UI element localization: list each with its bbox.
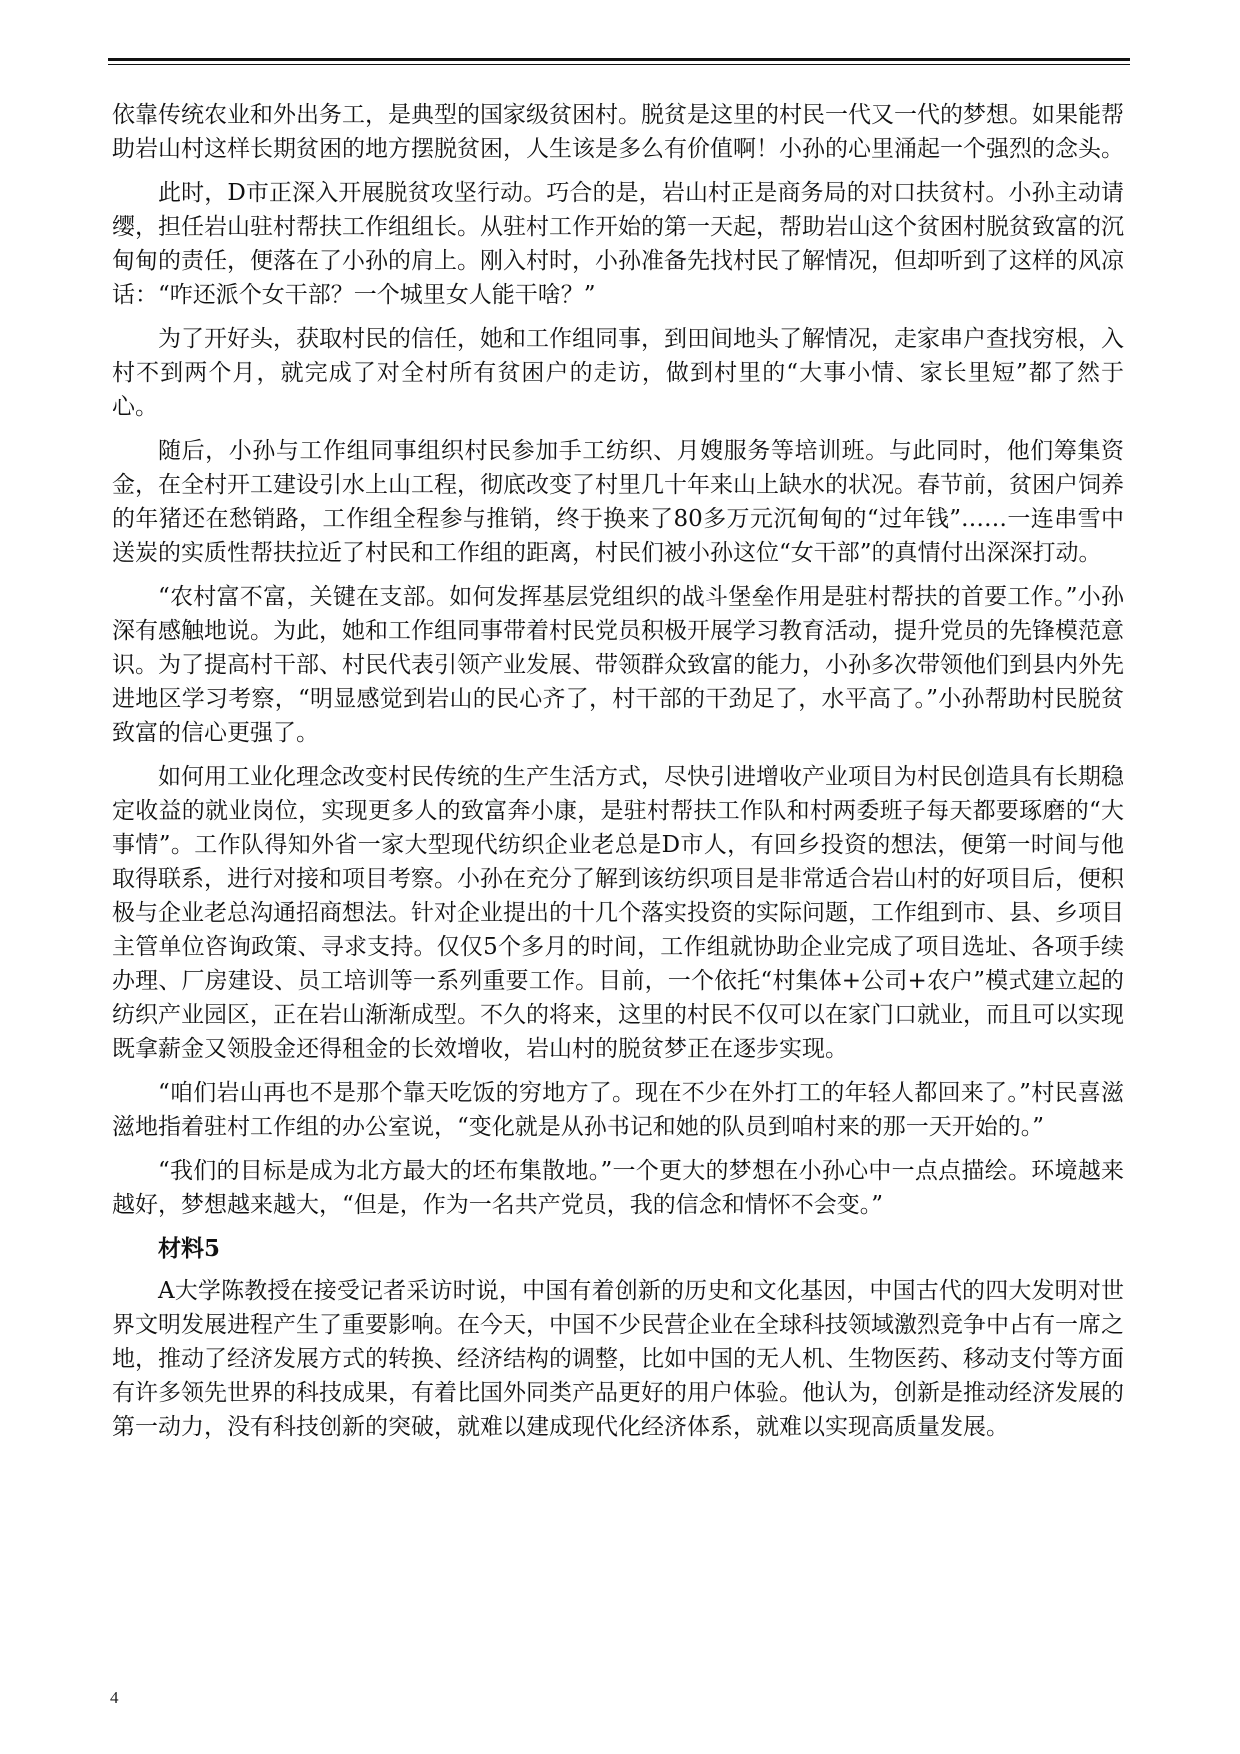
- document-body: [112, 98, 1124, 1454]
- paragraph: “我们的目标是成为北方最大的坯布集散地。”一个更大的梦想在小孙心中一点点描绘。环境越来越好，梦想越来越大，“但是，作为一名共产党员，我的信念和情怀不会变。”: [112, 1158, 1124, 1218]
- section-heading: 材料5: [158, 1235, 221, 1262]
- page-number: 4: [110, 1688, 119, 1707]
- paragraph: 如何用工业化理念改变村民传统的生产生活方式，尽快引进增收产业项目为村民创造具有长期稳定收益的就业岗位，实现更多人的致富奔小康，是驻村帮扶工作队和村两委班子每天都要琢磨的“大事情”。工作队得知外省一家大型现代纺织企业老总是D市人，有回乡投资的想法，便第一时间与他取得联系，进行对接和项目考察。小孙在充分了解到该纺织项目是非常适合岩山村的好项目后，便积极与企业老总沟通招商想法。针对企业提出的十几个落实投资的实际问题，工作组到市、县、乡项目主管单位咨询政策、寻求支持。仅仅5个多月的时间，工作组就协助企业完成了项目选址、各项手续办理、厂房建设、员工培训等一系列重要工作。目前，一个依托“村集体+公司+农户”模式建立起的纺织产业园区，正在岩山渐渐成型。不久的将来，这里的村民不仅可以在家门口就业，而且可以实现既拿薪金又领股金还得租金的长效增收，岩山村的脱贫梦正在逐步实现。: [112, 764, 1124, 1062]
- paragraph: 依靠传统农业和外出务工，是典型的国家级贫困村。脱贫是这里的村民一代又一代的梦想。如果能帮助岩山村这样长期贫困的地方摆脱贫困，人生该是多么有价值啊！小孙的心里涌起一个强烈的念头。: [112, 102, 1124, 162]
- paragraph: 为了开好头，获取村民的信任，她和工作组同事，到田间地头了解情况，走家串户查找穷根，入村不到两个月，就完成了对全村所有贫困户的走访，做到村里的“大事小情、家长里短”都了然于心。: [112, 326, 1124, 420]
- paragraph: “农村富不富，关键在支部。如何发挥基层党组织的战斗堡垒作用是驻村帮扶的首要工作。”小孙深有感触地说。为此，她和工作组同事带着村民党员积极开展学习教育活动，提升党员的先锋模范意识。为了提高村干部、村民代表引领产业发展、带领群众致富的能力，小孙多次带领他们到县内外先进地区学习考察，“明显感觉到岩山的民心齐了，村干部的干劲足了，水平高了。”小孙帮助村民脱贫致富的信心更强了。: [112, 584, 1124, 746]
- paragraph: 此时，D市正深入开展脱贫攻坚行动。巧合的是，岩山村正是商务局的对口扶贫村。小孙主动请缨，担任岩山驻村帮扶工作组组长。从驻村工作开始的第一天起，帮助岩山这个贫困村脱贫致富的沉甸甸的责任，便落在了小孙的肩上。刚入村时，小孙准备先找村民了解情况，但却听到了这样的风凉话：“咋还派个女干部？一个城里女人能干啥？”: [112, 180, 1124, 308]
- paragraph: “咱们岩山再也不是那个靠天吃饭的穷地方了。现在不少在外打工的年轻人都回来了。”村民喜滋滋地指着驻村工作组的办公室说，“变化就是从孙书记和她的队员到咱村来的那一天开始的。”: [112, 1080, 1124, 1140]
- header-rule: [108, 58, 1130, 65]
- paragraph: 随后，小孙与工作组同事组织村民参加手工纺织、月嫂服务等培训班。与此同时，他们筹集资金，在全村开工建设引水上山工程，彻底改变了村里几十年来山上缺水的状况。春节前，贫困户饲养的年猪还在愁销路，工作组全程参与推销，终于换来了80多万元沉甸甸的“过年钱”……一连串雪中送炭的实质性帮扶拉近了村民和工作组的距离，村民们被小孙这位“女干部”的真情付出深深打动。: [112, 438, 1124, 566]
- section-paragraph: A大学陈教授在接受记者采访时说，中国有着创新的历史和文化基因，中国古代的四大发明对世界文明发展进程产生了重要影响。在今天，中国不少民营企业在全球科技领域激烈竞争中占有一席之地，推动了经济发展方式的转换、经济结构的调整，比如中国的无人机、生物医药、移动支付等方面有许多领先世界的科技成果，有着比国外同类产品更好的用户体验。他认为，创新是推动经济发展的第一动力，没有科技创新的突破，就难以建成现代化经济体系，就难以实现高质量发展。: [112, 1278, 1124, 1440]
